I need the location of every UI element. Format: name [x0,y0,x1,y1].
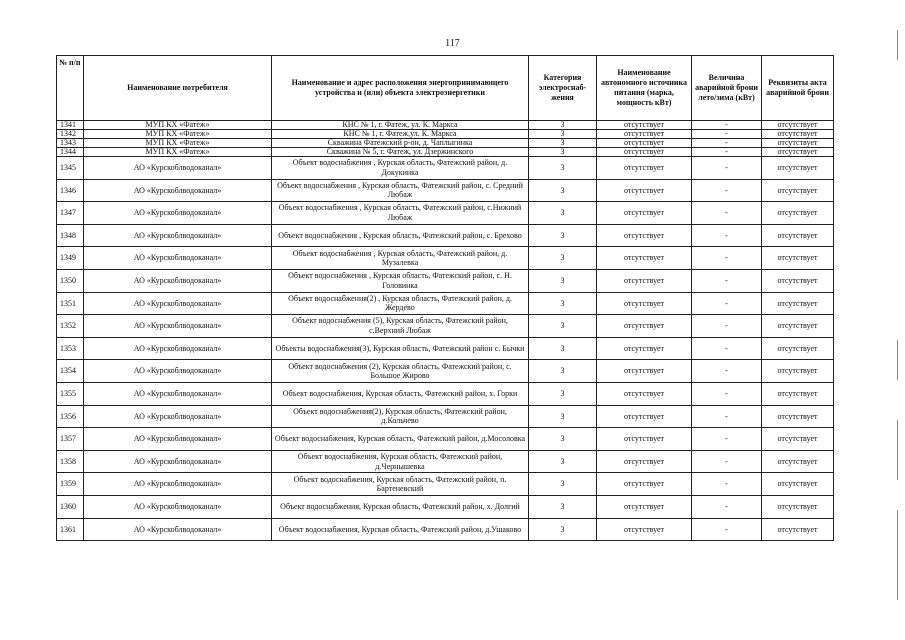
cell-num: 1358 [57,450,84,473]
table-body [57,121,834,541]
cell-num: 1344 [57,148,84,157]
cell-act: отсутствует [762,157,834,180]
cell-category: 3 [529,382,597,405]
cell-act: отсутствует [762,139,834,148]
cell-source: отсутствует [597,405,692,428]
cell-act: отсутствует [762,337,834,360]
cell-category: 3 [529,202,597,225]
cell-object: Объект водоснабжения, Курская область, Фатежский район, д.Чернышевка [272,450,529,473]
cell-act: отсутствует [762,495,834,518]
cell-act: отсутствует [762,450,834,473]
cell-category: 3 [529,269,597,292]
cell-consumer: АО «Курскоблводоканал» [84,337,272,360]
cell-object: Объект водоснабжения(2), Курская область, Фатежский район, д.Кольчево [272,405,529,428]
cell-consumer: АО «Курскоблводоканал» [84,428,272,451]
cell-object: Объект водоснабжения , Курская область, Фатежский район, д. Музалевка [272,247,529,270]
cell-num: 1360 [57,495,84,518]
cell-act: отсутствует [762,315,834,338]
cell-source: отсутствует [597,148,692,157]
consumers-table [56,55,834,541]
cell-object: Объект водоснабжения , Курская область, Фатежский район, с. Брехово [272,224,529,247]
cell-reserve: - [692,269,762,292]
header-category: Категория электроснаб-жения [529,56,597,121]
cell-category: 3 [529,157,597,180]
cell-num: 1354 [57,360,84,383]
cell-category: 3 [529,428,597,451]
cell-num: 1341 [57,121,84,130]
cell-num: 1351 [57,292,84,315]
cell-consumer: МУП КХ «Фатеж» [84,130,272,139]
cell-reserve: - [692,247,762,270]
cell-source: отсутствует [597,269,692,292]
cell-source: отсутствует [597,518,692,541]
cell-num: 1353 [57,337,84,360]
scan-edge-marks [897,0,899,640]
cell-consumer: АО «Курскоблводоканал» [84,224,272,247]
table-row [57,269,834,292]
cell-reserve: - [692,337,762,360]
cell-category: 3 [529,337,597,360]
table-row [57,428,834,451]
cell-category: 3 [529,315,597,338]
table-row [57,495,834,518]
cell-object: Объект водоснабжения, Курская область, Фатежский район, д.Ушаково [272,518,529,541]
table-row [57,139,834,148]
cell-source: отсутствует [597,337,692,360]
cell-reserve: - [692,202,762,225]
cell-category: 3 [529,495,597,518]
cell-consumer: АО «Курскоблводоканал» [84,157,272,180]
page-number: 117 [445,38,460,49]
table-row [57,292,834,315]
cell-source: отсутствует [597,179,692,202]
cell-source: отсутствует [597,450,692,473]
header-act: Реквизиты акта аварийной брони [762,56,834,121]
cell-act: отсутствует [762,269,834,292]
cell-source: отсутствует [597,495,692,518]
cell-num: 1357 [57,428,84,451]
cell-act: отсутствует [762,518,834,541]
table-row [57,337,834,360]
cell-object: Объект водоснабжения(2) , Курская область, Фатежский район, д. Жердево [272,292,529,315]
cell-reserve: - [692,179,762,202]
cell-consumer: АО «Курскоблводоканал» [84,450,272,473]
cell-num: 1359 [57,473,84,496]
cell-reserve: - [692,360,762,383]
cell-category: 3 [529,247,597,270]
table-row [57,247,834,270]
cell-reserve: - [692,405,762,428]
cell-reserve: - [692,382,762,405]
cell-reserve: - [692,428,762,451]
cell-act: отсутствует [762,130,834,139]
cell-num: 1361 [57,518,84,541]
cell-consumer: АО «Курскоблводоканал» [84,518,272,541]
cell-reserve: - [692,139,762,148]
cell-category: 3 [529,292,597,315]
cell-act: отсутствует [762,473,834,496]
cell-num: 1355 [57,382,84,405]
cell-num: 1356 [57,405,84,428]
table-header-row [57,56,834,121]
table-row [57,473,834,496]
cell-reserve: - [692,121,762,130]
cell-num: 1347 [57,202,84,225]
cell-source: отсутствует [597,121,692,130]
cell-category: 3 [529,405,597,428]
cell-source: отсутствует [597,202,692,225]
cell-consumer: АО «Курскоблводоканал» [84,405,272,428]
cell-object: Объект водоснабжения , Курская область, Фатежский район, с.Нижний Любаж [272,202,529,225]
cell-act: отсутствует [762,202,834,225]
cell-reserve: - [692,473,762,496]
header-source: Наименование автономного источника питания (марка, мощность кВт) [597,56,692,121]
table-row [57,224,834,247]
cell-category: 3 [529,473,597,496]
cell-act: отсутствует [762,405,834,428]
cell-object: Объект водоснабжения, Курская область, Фатежский район, п. Бартеневский [272,473,529,496]
cell-consumer: АО «Курскоблводоканал» [84,247,272,270]
cell-source: отсутствует [597,157,692,180]
cell-source: отсутствует [597,224,692,247]
cell-object: Объекты водоснабжения(3), Курская область, Фатежский район с. Бычки [272,337,529,360]
cell-category: 3 [529,518,597,541]
cell-act: отсутствует [762,179,834,202]
cell-reserve: - [692,148,762,157]
table-row [57,179,834,202]
cell-consumer: АО «Курскоблводоканал» [84,179,272,202]
cell-category: 3 [529,121,597,130]
table-row [57,405,834,428]
cell-consumer: АО «Курскоблводоканал» [84,382,272,405]
table-row [57,202,834,225]
cell-object: Скважина Фатежский р-он, д. Чаплыгинка [272,139,529,148]
cell-object: Объект водоснабжения (5), Курская область, Фатежский район, с.Верхний Любаж [272,315,529,338]
cell-source: отсутствует [597,428,692,451]
cell-object: Скважина № 5, г. Фатеж, ул. Дзержинского [272,148,529,157]
header-reserve: Величина аварийной брони лето/зима (кВт) [692,56,762,121]
cell-category: 3 [529,360,597,383]
cell-reserve: - [692,130,762,139]
cell-act: отсутствует [762,121,834,130]
table-row [57,130,834,139]
table-row [57,518,834,541]
cell-act: отсутствует [762,247,834,270]
cell-act: отсутствует [762,292,834,315]
cell-source: отсутствует [597,247,692,270]
cell-object: Объект водоснабжения, Курская область, Фатежский район, д.Мосоловка [272,428,529,451]
cell-reserve: - [692,518,762,541]
cell-consumer: АО «Курскоблводоканал» [84,473,272,496]
cell-num: 1350 [57,269,84,292]
table-row [57,148,834,157]
cell-consumer: АО «Курскоблводоканал» [84,495,272,518]
cell-object: Объект водоснабжения, Курская область, Фатежский район, х. Долгий [272,495,529,518]
table-row [57,121,834,130]
cell-num: 1346 [57,179,84,202]
cell-object: Объект водоснабжения (2), Курская область, Фатежский район, с. Большое Жирово [272,360,529,383]
cell-source: отсутствует [597,315,692,338]
cell-num: 1352 [57,315,84,338]
cell-consumer: МУП КХ «Фатеж» [84,139,272,148]
header-object: Наименование и адрес расположения энергопринимающего устройства и (или) объекта электроэнергетики [272,56,529,121]
cell-consumer: МУП КХ «Фатеж» [84,148,272,157]
cell-reserve: - [692,315,762,338]
cell-consumer: АО «Курскоблводоканал» [84,315,272,338]
header-consumer: Наименование потребителя [84,56,272,121]
cell-category: 3 [529,450,597,473]
cell-consumer: АО «Курскоблводоканал» [84,360,272,383]
cell-source: отсутствует [597,292,692,315]
cell-source: отсутствует [597,139,692,148]
cell-category: 3 [529,148,597,157]
header-num: № п/п [57,56,84,121]
cell-num: 1349 [57,247,84,270]
cell-consumer: АО «Курскоблводоканал» [84,292,272,315]
cell-reserve: - [692,495,762,518]
table-row [57,157,834,180]
cell-object: Объект водоснабжения , Курская область, Фатежский район, с. Средний Любаж [272,179,529,202]
table-row [57,360,834,383]
cell-act: отсутствует [762,360,834,383]
cell-consumer: АО «Курскоблводоканал» [84,202,272,225]
cell-source: отсутствует [597,382,692,405]
cell-act: отсутствует [762,224,834,247]
cell-category: 3 [529,179,597,202]
cell-act: отсутствует [762,148,834,157]
cell-reserve: - [692,224,762,247]
cell-reserve: - [692,157,762,180]
cell-category: 3 [529,139,597,148]
cell-object: КНС № 1, г. Фатеж, ул. К. Маркса [272,121,529,130]
cell-act: отсутствует [762,382,834,405]
cell-category: 3 [529,130,597,139]
cell-reserve: - [692,292,762,315]
cell-source: отсутствует [597,360,692,383]
cell-object: Объект водоснабжения, Курская область, Фатежский район, х. Горки [272,382,529,405]
cell-num: 1343 [57,139,84,148]
cell-source: отсутствует [597,130,692,139]
cell-act: отсутствует [762,428,834,451]
cell-num: 1342 [57,130,84,139]
table-row [57,315,834,338]
cell-object: Объект водоснабжения , Курская область, Фатежский район, с. Н. Головинка [272,269,529,292]
cell-reserve: - [692,450,762,473]
cell-consumer: МУП КХ «Фатеж» [84,121,272,130]
cell-category: 3 [529,224,597,247]
table-row [57,382,834,405]
cell-consumer: АО «Курскоблводоканал» [84,269,272,292]
cell-source: отсутствует [597,473,692,496]
table-row [57,450,834,473]
cell-num: 1348 [57,224,84,247]
cell-object: КНС № 1, г. Фатеж,ул. К. Маркса [272,130,529,139]
cell-object: Объект водоснабжения , Курская область, Фатежский район, д. Докукинка [272,157,529,180]
cell-num: 1345 [57,157,84,180]
